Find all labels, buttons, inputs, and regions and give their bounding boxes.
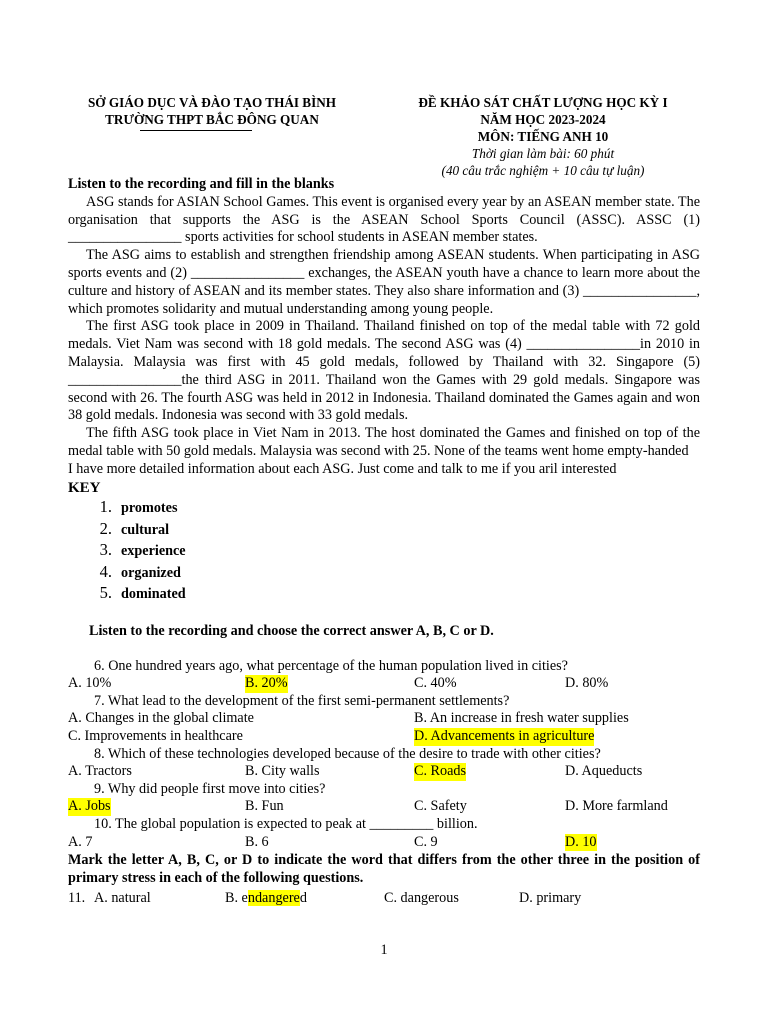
- key-word: cultural: [121, 521, 170, 538]
- question-row: [68, 816, 700, 834]
- option-d: D. More farmland: [565, 798, 668, 815]
- options-row: [68, 728, 700, 746]
- listening-questions: [68, 658, 700, 852]
- question-row: [68, 746, 700, 764]
- option-b-correct: B. 20%: [245, 675, 288, 692]
- options-row: [68, 675, 700, 693]
- key-item: [68, 541, 700, 563]
- key-word: experience: [121, 543, 186, 560]
- key-number: 4.: [99, 561, 112, 581]
- options-row: [68, 798, 700, 816]
- key-item: [68, 584, 700, 606]
- option-c: C. dangerous: [384, 889, 459, 906]
- question-text: 6. One hundred years ago, what percentage of the human population lived in cities?: [94, 657, 568, 674]
- question-row: [68, 693, 700, 711]
- question-row: [68, 781, 700, 799]
- option-d: D. Aqueducts: [565, 763, 643, 780]
- key-number: 1.: [99, 497, 112, 517]
- option-d-correct: D. 10: [565, 833, 597, 850]
- option-b: B. City walls: [245, 763, 320, 780]
- option-b-prefix: B. e: [225, 889, 248, 906]
- options-row: [68, 834, 700, 852]
- passage-paragraph-1: ASG stands for ASIAN School Games. This event is organised every year by an ASEAN member state. The organisation that supports the ASG is the ASEAN School Sports Council (ASSC). ASSC (1) ________________ sports activities for school students in ASEAN member states.: [68, 193, 700, 246]
- exam-body: [68, 176, 700, 907]
- option-d: D. primary: [519, 889, 582, 906]
- section2-heading: Listen to the recording and choose the correct answer A, B, C or D.: [89, 622, 494, 639]
- option-a-correct: A. Jobs: [68, 798, 111, 815]
- section1-heading: Listen to the recording and fill in the blanks: [68, 176, 335, 192]
- question-text: 7. What lead to the development of the first semi-permanent settlements?: [94, 692, 510, 709]
- department-name: SỞ GIÁO DỤC VÀ ĐÀO TẠO THÁI BÌNH: [87, 95, 337, 110]
- header-underline: [140, 130, 252, 131]
- school-name: TRƯỜNG THPT BẮC ĐÔNG QUAN: [105, 112, 319, 127]
- question-text: 8. Which of these technologies developed because of the desire to trade with other cities?: [94, 745, 601, 762]
- key-label: KEY: [68, 479, 101, 496]
- passage-paragraph-3: The first ASG took place in 2009 in Thailand. Thailand finished on top of the medal table with 72 gold medals. Viet Nam was second with 18 gold medals. The second ASG was (4) ________________in 2010 in Malaysia. Malaysia was first with 45 gold medals, followed by Thailand with 32. Singapore (5) ________________the third ASG in 2011. Thailand won the Games with 29 gold medals. Singapore was second with 26. The fourth ASG was held in 2012 in Indonesia. Thailand dominated the Games again and won 38 gold medals. Indonesia was second with 33 gold medals.: [68, 318, 700, 424]
- passage-paragraph-4: The fifth ASG took place in Viet Nam in 2013. The host dominated the Games and finished on top of the medal table with 50 gold medals. Malaysia was second with 25. None of the teams went home empty-handed: [68, 425, 700, 459]
- key-item: [68, 520, 700, 542]
- option-b: [225, 890, 307, 908]
- time-limit: Thời gian làm bài: 60 phút: [471, 146, 615, 161]
- question-count: (40 câu trắc nghiệm + 10 câu tự luận): [441, 163, 645, 178]
- exam-header: [388, 94, 698, 179]
- option-c: C. 40%: [414, 675, 457, 692]
- key-number: 5.: [99, 583, 112, 603]
- option-c-correct: C. Roads: [414, 763, 467, 780]
- option-a: A. 10%: [68, 675, 112, 692]
- page-number: 1: [380, 942, 388, 958]
- options-row: [68, 710, 700, 728]
- stressed-syllable-highlight: ndangere: [247, 889, 300, 906]
- key-word: organized: [121, 564, 181, 581]
- option-b-suffix: d: [299, 889, 307, 906]
- option-b: B. 6: [245, 833, 269, 850]
- key-item: [68, 498, 700, 520]
- key-item: [68, 563, 700, 585]
- question-11-row: [68, 890, 700, 908]
- option-a: A. 7: [68, 833, 93, 850]
- options-row: [68, 763, 700, 781]
- section3-heading: Mark the letter A, B, C, or D to indicate the word that differs from the other three in the position of primary stress in each of the following questions.: [68, 852, 700, 886]
- option-b: B. An increase in fresh water supplies: [414, 710, 629, 727]
- option-a: A. Tractors: [68, 763, 132, 780]
- key-word: promotes: [121, 500, 178, 517]
- school-year: NĂM HỌC 2023-2024: [480, 112, 606, 127]
- answer-key-list: [68, 498, 700, 606]
- key-word: dominated: [121, 586, 186, 603]
- passage-paragraph-5: I have more detailed information about each ASG. Just come and talk to me if you aril interested: [68, 460, 617, 477]
- option-c: C. Safety: [414, 798, 467, 815]
- key-number: 2.: [99, 518, 112, 538]
- subject: MÔN: TIẾNG ANH 10: [477, 129, 609, 144]
- option-d-correct: D. Advancements in agriculture: [414, 728, 595, 745]
- option-c: C. 9: [414, 833, 438, 850]
- passage-paragraph-2: The ASG aims to establish and strengthen friendship among ASEAN students. When participating in ASG sports events and (2) ________________ exchanges, the ASEAN youth have a chance to learn more about the culture and history of ASEAN and its member states. They also share information and (3) ________________, which promotes solidarity and mutual understanding among young people.: [68, 247, 700, 317]
- question-row: [68, 658, 700, 676]
- question-text: 9. Why did people first move into cities?: [94, 780, 326, 797]
- option-c: C. Improvements in healthcare: [68, 728, 243, 745]
- option-b: B. Fun: [245, 798, 284, 815]
- question-text: 10. The global population is expected to peak at _________ billion.: [94, 815, 478, 832]
- option-a: A. natural: [94, 889, 151, 906]
- option-a: A. Changes in the global climate: [68, 710, 254, 727]
- question-number: 11.: [68, 889, 86, 906]
- exam-title: ĐỀ KHẢO SÁT CHẤT LƯỢNG HỌC KỲ I: [418, 95, 668, 110]
- school-header: [68, 94, 356, 128]
- key-number: 3.: [99, 540, 112, 560]
- option-d: D. 80%: [565, 675, 609, 692]
